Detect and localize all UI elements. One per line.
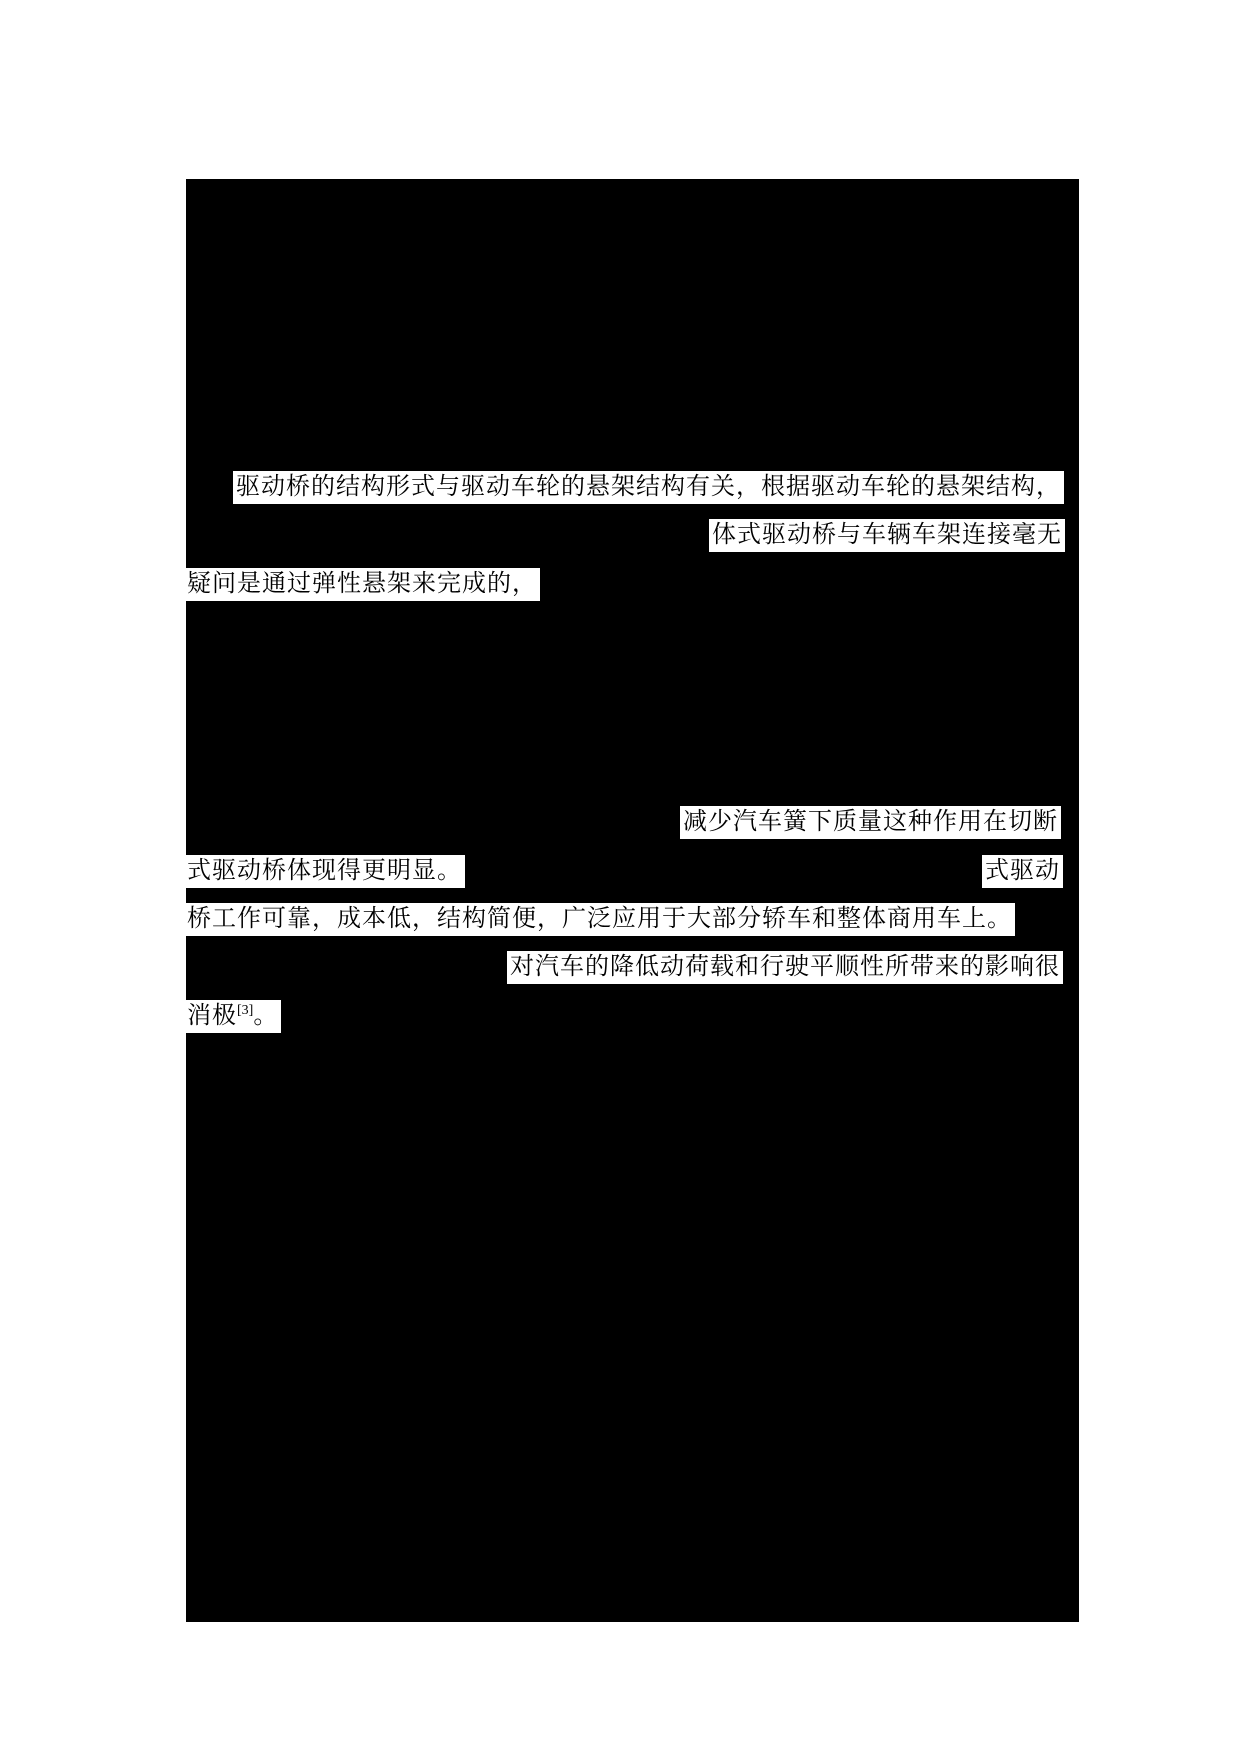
line8-period: 。 bbox=[253, 1003, 279, 1029]
text-fragment-line5-left: 式驱动桥体现得更明显。 bbox=[184, 855, 465, 888]
text-fragment-line8 bbox=[184, 1000, 281, 1033]
text-fragment-line2: 体式驱动桥与车辆车架连接毫无 bbox=[709, 519, 1065, 552]
citation-superscript: [3] bbox=[237, 1003, 254, 1018]
text-fragment-line6: 桥工作可靠，成本低，结构简便，广泛应用于大部分轿车和整体商用车上。 bbox=[184, 903, 1015, 936]
text-fragment-line4: 减少汽车簧下质量这种作用在切断 bbox=[680, 806, 1061, 839]
text-fragment-line3: 疑问是通过弹性悬架来完成的， bbox=[184, 568, 540, 601]
line8-word: 消极 bbox=[187, 1003, 237, 1029]
redaction-overlay bbox=[186, 179, 1079, 1622]
text-fragment-line7: 对汽车的降低动荷载和行驶平顺性所带来的影响很 bbox=[507, 951, 1063, 984]
text-fragment-line5-right: 式驱动 bbox=[982, 855, 1063, 888]
text-fragment-paragraph-indent-line: 驱动桥的结构形式与驱动车轮的悬架结构有关，根据驱动车轮的悬架结构， bbox=[233, 471, 1064, 504]
